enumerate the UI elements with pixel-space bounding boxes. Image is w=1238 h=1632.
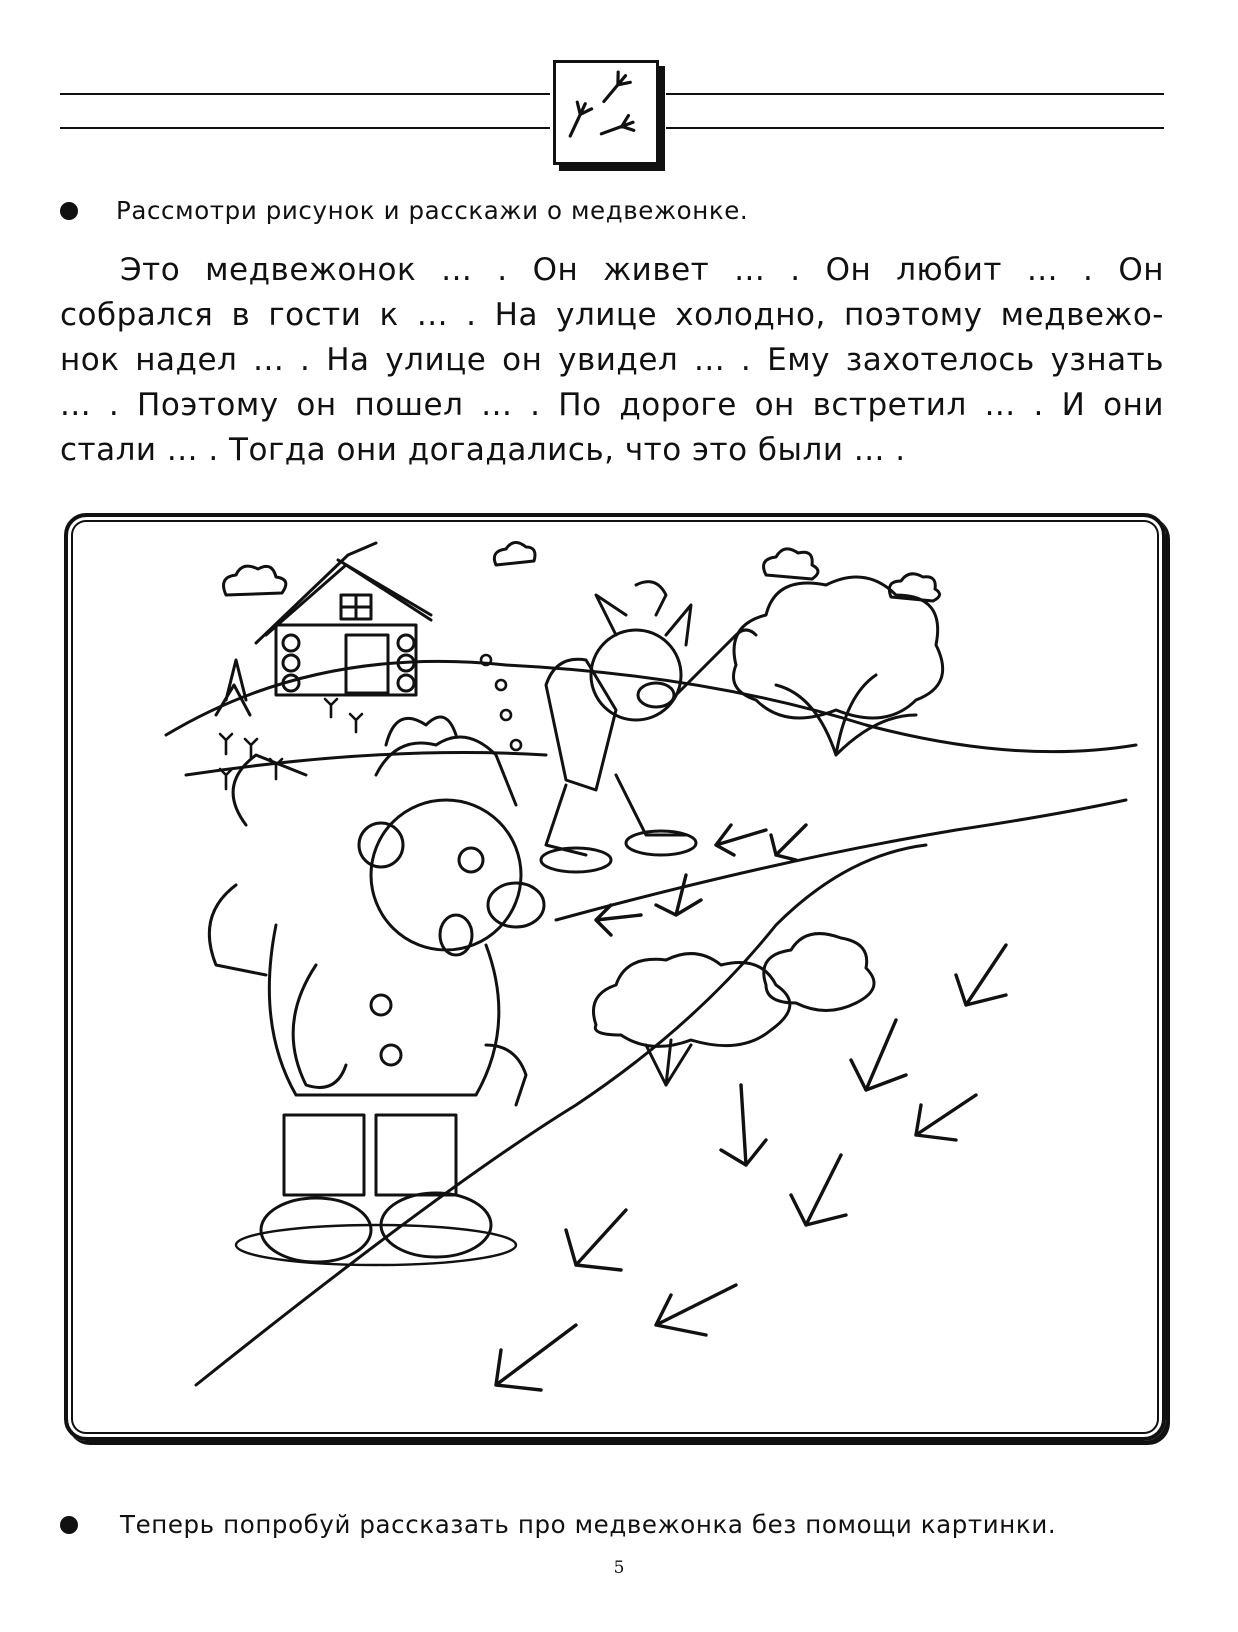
instruction-top-text: Рассмотри рисунок и расскажи о медвежонке. bbox=[116, 196, 749, 225]
header-rule-top-right bbox=[666, 93, 1164, 95]
instruction-bottom-text: Теперь попробуй рассказать про медвежонка без помощи картинки. bbox=[120, 1510, 1057, 1539]
header-rule-top-left bbox=[60, 93, 550, 95]
header-rule-bottom-left bbox=[60, 127, 550, 129]
story-line: Это медвежонок ... . Он живет ... . Он любит ... . Он bbox=[120, 252, 1164, 288]
bird-tracks-icon bbox=[556, 63, 656, 162]
bullet-icon bbox=[60, 202, 78, 220]
instruction-top bbox=[60, 196, 748, 225]
page-number: 5 bbox=[613, 1558, 625, 1578]
story-line: ... . Поэтому он пошел ... . По дороге он встретил ... . И они bbox=[60, 387, 1164, 423]
piglet-icon bbox=[541, 582, 756, 872]
story-line: нок надел ... . На улице он увидел ... . Ему захотелось узнать bbox=[60, 342, 1164, 378]
log-cabin-icon bbox=[216, 543, 431, 715]
header-rule-bottom-right bbox=[666, 127, 1164, 129]
illustration-frame bbox=[64, 513, 1166, 1441]
bear-cub-icon bbox=[209, 717, 544, 1265]
story-line: собрался в гости к ... . На улице холодно, поэтому медвежо- bbox=[60, 297, 1164, 333]
story-text bbox=[60, 248, 1164, 473]
winter-scene-illustration bbox=[76, 525, 1154, 1429]
header-emblem bbox=[553, 60, 659, 165]
instruction-bottom bbox=[60, 1510, 1056, 1539]
story-line: стали ... . Тогда они догадались, что это были ... . bbox=[60, 432, 906, 468]
bullet-icon bbox=[60, 1516, 78, 1534]
